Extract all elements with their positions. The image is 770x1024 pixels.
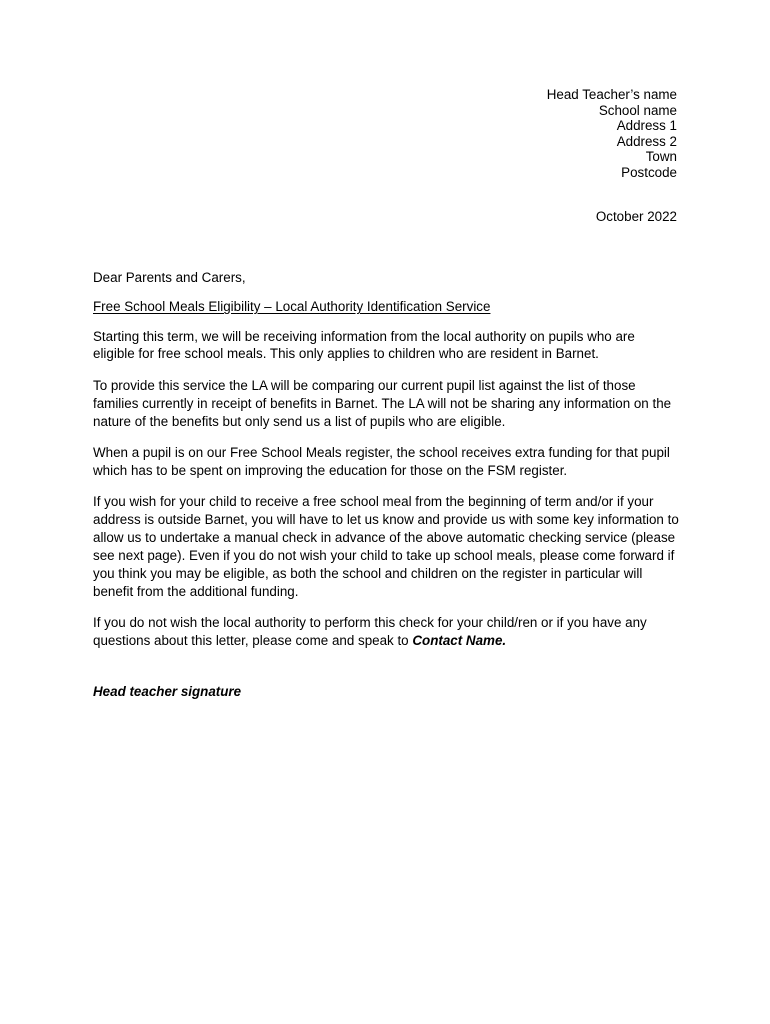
body-paragraph: When a pupil is on our Free School Meals register, the school receives extra funding for that pupil which has to be spent on improving the education for those on the FSM register. bbox=[93, 444, 670, 478]
closing-paragraph bbox=[93, 614, 680, 650]
address-line-head-teacher-name: Head Teacher’s name bbox=[546, 87, 677, 102]
body-paragraph: Starting this term, we will be receiving information from the local authority on pupils who are eligible for free school meals. This only applies to children who are resident in Barnet. bbox=[93, 328, 635, 362]
body-paragraph: If you wish for your child to receive a free school meal from the beginning of term and/or if your address is outside Barnet, you will have to let us know and provide us with some key information to allow us to undertake a manual check in advance of the above automatic checking service (please see next page). Even if you do not wish your child to take up school meals, please come forward if you think you may be eligible, as both the school and children on the register in particular will benefit from the additional funding. bbox=[93, 494, 679, 599]
head-teacher-signature: Head teacher signature bbox=[93, 684, 242, 699]
address-line-school-name: School name bbox=[598, 102, 677, 118]
sender-address-block bbox=[377, 87, 677, 181]
letter-date: October 2022 bbox=[595, 209, 677, 224]
salutation: Dear Parents and Carers, bbox=[93, 270, 246, 285]
letter-body bbox=[93, 270, 680, 650]
address-line-town: Town bbox=[645, 149, 677, 165]
contact-name: Contact Name. bbox=[412, 632, 507, 648]
address-line-2: Address 2 bbox=[616, 133, 677, 149]
address-line-1: Address 1 bbox=[616, 118, 677, 134]
body-paragraph: To provide this service the LA will be comparing our current pupil list against the list of those families currently in receipt of benefits in Barnet. The LA will not be sharing any information on the nature of the benefits but only send us a list of pupils who are eligible. bbox=[93, 377, 672, 429]
letter-subject: Free School Meals Eligibility – Local Authority Identification Service bbox=[93, 298, 491, 314]
address-line-postcode: Postcode bbox=[621, 164, 677, 180]
closing-paragraph-text: If you do not wish the local authority to perform this check for your child/ren or if you have any questions about this letter, please come and speak to bbox=[93, 614, 647, 648]
